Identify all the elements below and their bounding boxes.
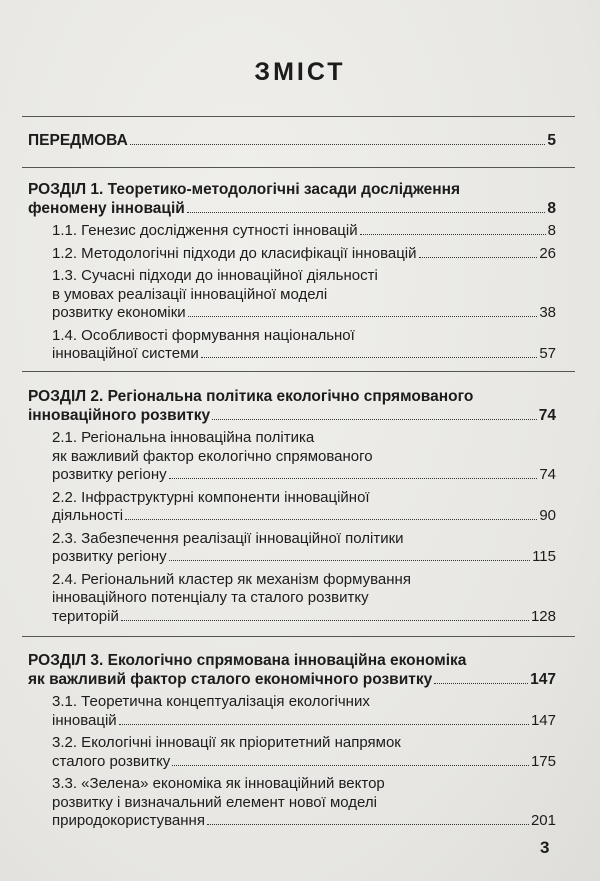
leader-dots (172, 765, 529, 766)
divider (22, 116, 575, 117)
toc-entry-line: інноваційної системи (52, 345, 199, 362)
divider (22, 371, 575, 372)
toc-entry (52, 530, 556, 567)
toc-entry (52, 267, 556, 323)
leader-dots (169, 478, 538, 479)
toc-entry-line: як важливий фактор екологічно спрямованого (52, 447, 373, 465)
leader-dots (119, 724, 529, 725)
toc-entry-line: 3.2. Екологічні інновації як пріоритетний напрямок (52, 734, 401, 751)
section-heading (28, 180, 556, 218)
toc-entry-line: розвитку економіки (52, 304, 186, 321)
toc-preface-title: ПЕРЕДМОВА (28, 132, 128, 149)
toc-entry-line: 1.4. Особливості формування національної (52, 326, 355, 344)
toc-entry-line: діяльності (52, 507, 124, 524)
toc-entry (52, 571, 556, 627)
toc-page-number: 38 (539, 304, 556, 321)
leader-dots (419, 257, 538, 258)
toc-entry-line: в умовах реалізації інноваційної моделі (52, 285, 328, 303)
toc-entry-line: розвитку регіону (52, 548, 167, 565)
toc-entry-line: розвитку регіону (52, 466, 167, 483)
toc-entry-line: 2.1. Регіональна інноваційна політика (52, 429, 315, 446)
toc-entry-line: 2.2. Інфраструктурні компоненти інноваційної (52, 488, 370, 506)
toc-page-number: 8 (547, 200, 556, 217)
toc-page-number: 147 (530, 711, 556, 729)
toc-section-2 (28, 387, 556, 626)
divider (22, 636, 575, 637)
section-heading-line: інноваційного розвитку (28, 407, 211, 424)
toc-page-number: 8 (547, 222, 556, 239)
toc-entry-line: 1.3. Сучасні підходи до інноваційної діяльності (52, 267, 378, 284)
toc-entry-line: інноваційного потенціалу та сталого розвитку (52, 589, 369, 606)
toc-page-number: 147 (530, 671, 556, 688)
toc-entry (52, 327, 556, 364)
leader-dots (187, 212, 546, 213)
toc-page-number: 74 (539, 466, 556, 483)
page-title: ЗМІСТ (254, 58, 346, 86)
toc-page-number: 90 (539, 507, 556, 524)
leader-dots (121, 620, 529, 621)
toc-entry-line: територій (52, 607, 119, 625)
toc-page-number: 57 (539, 345, 556, 362)
toc-entry (52, 775, 556, 831)
toc-entry-line: 1.1. Генезис дослідження сутності інновацій (52, 222, 358, 239)
divider (22, 167, 575, 168)
toc-entry-line: 1.2. Методологічні підходи до класифікації інновацій (52, 244, 417, 262)
toc-page-number: 115 (532, 548, 556, 565)
leader-dots (201, 357, 538, 358)
leader-dots (130, 144, 546, 145)
toc-section-3 (28, 651, 556, 831)
toc-entry-line: 3.3. «Зелена» економіка як інноваційний вектор (52, 775, 385, 792)
toc-entry-line: природокористування (52, 812, 205, 829)
toc-section-1 (28, 180, 556, 364)
leader-dots (125, 519, 537, 520)
section-heading-line: феномену інновацій (28, 200, 185, 217)
toc-entry (52, 693, 556, 730)
leader-dots (360, 234, 546, 235)
toc-page-number: 201 (530, 812, 556, 829)
toc-entry-line: 3.1. Теоретична концептуалізація екологічних (52, 693, 370, 710)
toc-preface-line (28, 131, 556, 150)
toc-page-number: 175 (530, 752, 556, 770)
section-heading-line: РОЗДІЛ 3. Екологічно спрямована інноваційна економіка (28, 652, 467, 669)
toc-entry (52, 245, 556, 264)
leader-dots (188, 316, 538, 317)
toc-entry-line: 2.4. Регіональний кластер як механізм формування (52, 570, 411, 588)
section-heading (28, 387, 556, 425)
toc-preface (28, 131, 556, 150)
toc-entry (52, 489, 556, 526)
section-heading-line: РОЗДІЛ 1. Теоретико-методологічні засади дослідження (28, 181, 461, 198)
toc-entry (52, 222, 556, 241)
toc-entry (52, 429, 556, 485)
section-heading-line: РОЗДІЛ 2. Регіональна політика екологічно спрямованого (28, 388, 474, 405)
toc-entry (52, 734, 556, 771)
leader-dots (434, 683, 528, 684)
section-heading-line: як важливий фактор сталого економічного розвитку (28, 671, 433, 688)
toc-entry-line: сталого розвитку (52, 752, 171, 770)
toc-entry-line: інновацій (52, 711, 117, 729)
leader-dots (169, 560, 530, 561)
leader-dots (212, 419, 537, 420)
toc-page-number: 26 (539, 244, 556, 262)
page-number: 3 (540, 838, 550, 857)
toc-page-number: 74 (538, 407, 556, 424)
toc-page-number: 5 (547, 132, 556, 149)
section-heading (28, 651, 556, 689)
toc-entry-line: розвитку і визначальний елемент нової моделі (52, 793, 377, 811)
leader-dots (207, 824, 529, 825)
toc-entry-line: 2.3. Забезпечення реалізації інноваційної політики (52, 529, 404, 547)
toc-page-number: 128 (530, 607, 556, 625)
